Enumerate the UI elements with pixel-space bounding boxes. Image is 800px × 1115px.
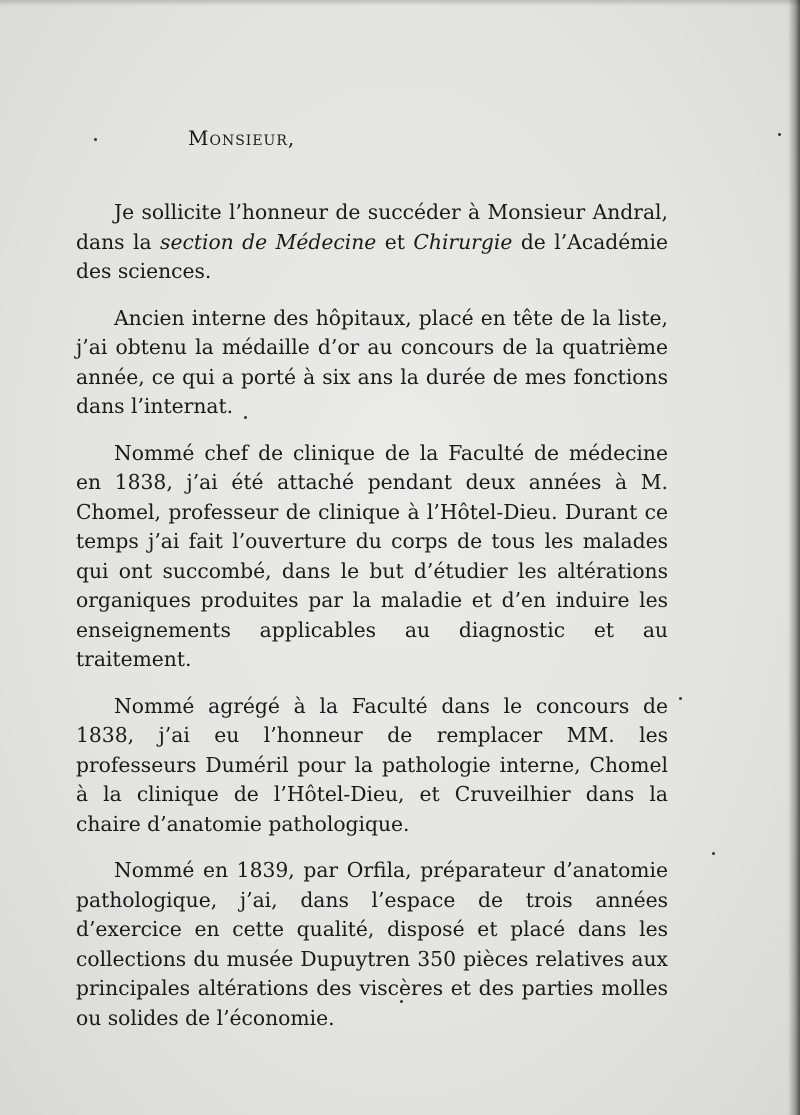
section-name-medecine: section de Médecine	[160, 229, 377, 254]
paragraph-internat: Ancien interne des hôpitaux, placé en tête de la liste, j’ai obtenu la médaille d’or au concours de la quatrième année, ce qui a porté à six ans la durée de mes fonctions dans l’internat.	[76, 305, 668, 418]
scan-speck	[400, 1000, 403, 1003]
paragraph-preparateur: Nommé en 1839, par Orfila, préparateur d’anatomie pathologique, j’ai, dans l’espace de trois années d’exercice en cette qualité, disposé et placé dans les collections du musée Dupuytren 350 pièces relatives aux principales altérations des viscères et des parties molles ou solides de l’économie.	[76, 858, 668, 1030]
paragraph-candidacy	[76, 198, 668, 287]
scan-shadow-right	[788, 0, 800, 1115]
salutation: Monsieur,	[188, 126, 296, 150]
paragraph-candidacy-conjunction: et	[376, 229, 414, 254]
scan-speck	[244, 416, 247, 419]
paragraph-candidacy-end: de l’Académie des sciences.	[76, 229, 668, 283]
scan-speck	[94, 138, 97, 141]
paragraph-candidacy-start: Je sollicite l’honneur de succéder à Monsieur Andral, dans la	[76, 200, 668, 254]
scan-speck	[679, 697, 682, 700]
scan-speck	[778, 133, 781, 136]
section-name-chirurgie: Chirurgie	[413, 229, 513, 254]
letter-body	[76, 198, 668, 1050]
paragraph-chef-de-clinique: Nommé chef de clinique de la Faculté de médecine en 1838, j’ai été attaché pendant deux années à M. Chomel, professeur de clinique à l’Hôtel-Dieu. Durant ce temps j’ai fait l’ouverture du corps de tous les malades qui ont succombé, dans le but d’étudier les altérations organiques produites par la maladie et d’en induire les enseignements applicables au diagnostic et au traitement.	[76, 440, 668, 671]
paragraph-agrege: Nommé agrégé à la Faculté dans le concours de 1838, j’ai eu l’honneur de remplacer MM. les professeurs Duméril pour la pathologie interne, Chomel à la clinique de l’Hôtel-Dieu, et Cruveilhier dans la chaire d’anatomie pathologique.	[76, 693, 668, 836]
scan-speck	[712, 852, 715, 855]
scan-shadow-top	[0, 0, 800, 6]
